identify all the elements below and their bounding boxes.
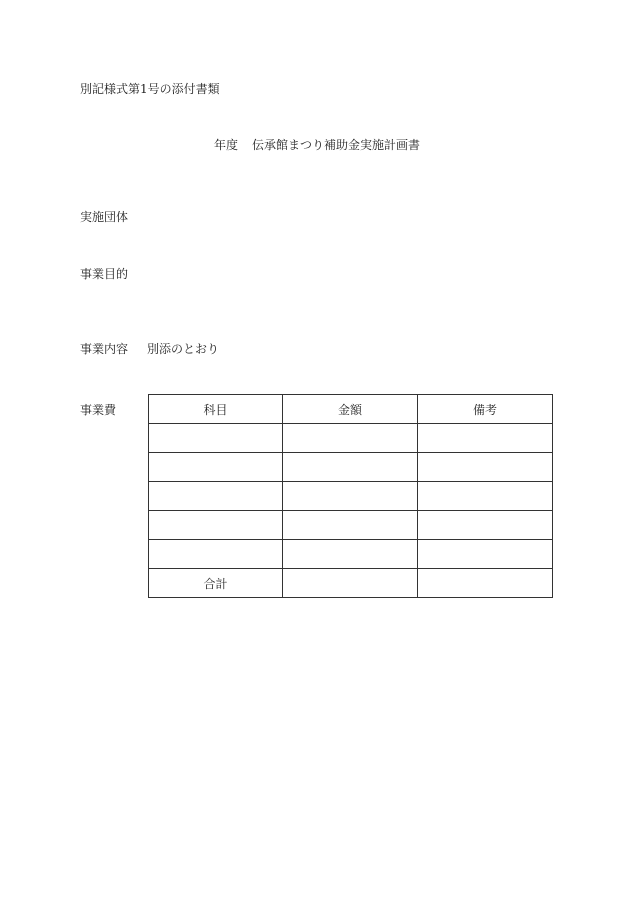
subject-cell — [149, 540, 283, 569]
title-year: 年度 — [214, 138, 239, 152]
content-label: 事業内容 — [80, 342, 129, 356]
subject-cell — [149, 424, 283, 453]
table-row — [149, 424, 553, 453]
cost-label: 事業費 — [80, 403, 117, 417]
amount-cell — [283, 511, 418, 540]
remarks-cell — [418, 511, 553, 540]
total-label: 合計 — [149, 569, 283, 598]
amount-cell — [283, 540, 418, 569]
remarks-cell — [418, 482, 553, 511]
table-row — [149, 511, 553, 540]
remarks-cell — [418, 424, 553, 453]
subject-cell — [149, 453, 283, 482]
subject-cell — [149, 482, 283, 511]
amount-cell — [283, 482, 418, 511]
header-amount: 金額 — [283, 395, 418, 424]
remarks-cell — [418, 540, 553, 569]
remarks-cell — [418, 453, 553, 482]
title-text: 伝承館まつり補助金実施計画書 — [252, 138, 421, 152]
purpose-label: 事業目的 — [80, 267, 129, 281]
budget-table — [148, 394, 553, 598]
total-row — [149, 569, 553, 598]
table-row — [149, 482, 553, 511]
document-title — [214, 138, 420, 152]
organization-label: 実施団体 — [80, 210, 129, 224]
total-amount-cell — [283, 569, 418, 598]
subject-cell — [149, 511, 283, 540]
content-value: 別添のとおり — [147, 342, 220, 356]
table-row — [149, 453, 553, 482]
attachment-label: 別記様式第1号の添付書類 — [80, 82, 220, 96]
header-remarks: 備考 — [418, 395, 553, 424]
total-remarks-cell — [418, 569, 553, 598]
header-subject: 科目 — [149, 395, 283, 424]
amount-cell — [283, 453, 418, 482]
amount-cell — [283, 424, 418, 453]
table-header-row — [149, 395, 553, 424]
table-row — [149, 540, 553, 569]
